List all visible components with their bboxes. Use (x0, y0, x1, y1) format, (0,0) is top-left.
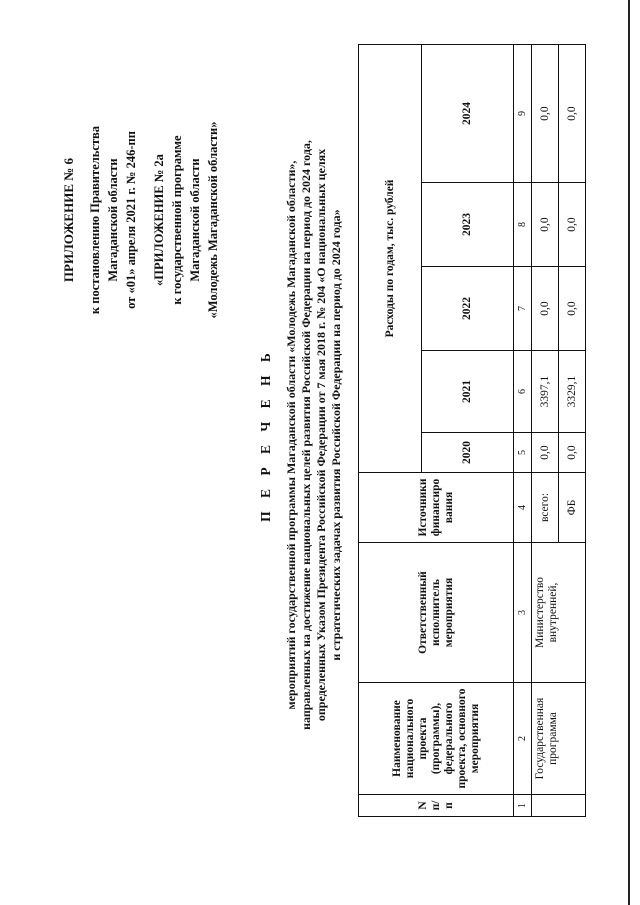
activities-table (358, 44, 586, 817)
appendix-block (60, 95, 222, 345)
appendix-line: «Молодежь Магаданской области» (206, 121, 220, 319)
row-value: 0,0 (532, 44, 559, 182)
header-year: 2020 (422, 433, 514, 473)
column-number: 6 (514, 351, 532, 433)
column-number: 3 (514, 543, 532, 683)
column-number: 1 (514, 795, 532, 817)
page-edge-line (628, 0, 630, 905)
document-heading: П Е Р Е Ч Е Н Ь (258, 348, 273, 522)
document-title (258, 45, 344, 825)
header-n: N п/п (359, 795, 514, 817)
appendix-line: к государственной программе (170, 135, 184, 305)
row-value: 0,0 (559, 267, 586, 351)
row-program-name: Государственная программа (532, 683, 586, 795)
header-name: Наименование национального проекта (программы), федерального проекта, основного мероприятия (359, 683, 514, 795)
document-subtitle-line: определенных Указом Президента Российской Федерации от 7 мая 2018 г. № 204 «О национальных целях (314, 148, 328, 722)
column-number: 4 (514, 473, 532, 543)
header-executor: Ответственный исполнитель мероприятия (359, 543, 514, 683)
row-value: 0,0 (559, 183, 586, 267)
row-value: 0,0 (559, 433, 586, 473)
row-executor: Министерство внутренней, (532, 543, 586, 683)
appendix-date-line: от «01» апреля 2021 г. № 246-пп (124, 131, 138, 309)
table-header-row (359, 44, 422, 816)
appendix-line: «ПРИЛОЖЕНИЕ № 2а (152, 154, 166, 286)
document-subtitle-line: мероприятий государственной программы Магаданской области «Молодежь Магаданской области», (284, 160, 298, 710)
column-numbers-row (514, 44, 532, 816)
column-number: 5 (514, 433, 532, 473)
row-value: 3329,1 (559, 351, 586, 433)
document-subtitle-line: направленных на достижение национальных целей развития Российской Федерации на период до 2024 года, (299, 140, 313, 730)
column-number: 7 (514, 267, 532, 351)
row-value: 0,0 (532, 183, 559, 267)
appendix-line: Магаданской области (188, 158, 202, 282)
appendix-line: Магаданской области (106, 158, 120, 282)
column-number: 2 (514, 683, 532, 795)
appendix-line: к постановлению Правительства (88, 125, 102, 315)
row-value: 0,0 (532, 433, 559, 473)
header-expenses: Расходы по годам, тыс. рублей (359, 44, 422, 472)
row-source: ФБ (559, 473, 586, 543)
header-year: 2024 (422, 44, 514, 182)
row-number (532, 795, 586, 817)
header-sources: Источники финансиро вания (359, 473, 514, 543)
appendix-title: ПРИЛОЖЕНИЕ № 6 (61, 157, 76, 283)
header-year: 2022 (422, 267, 514, 351)
header-year: 2023 (422, 183, 514, 267)
row-value: 3397,1 (532, 351, 559, 433)
row-value: 0,0 (532, 267, 559, 351)
column-number: 8 (514, 183, 532, 267)
row-value: 0,0 (559, 44, 586, 182)
row-source: всего: (532, 473, 559, 543)
table-row (532, 44, 559, 816)
column-number: 9 (514, 44, 532, 182)
document-subtitle-line: и стратегических задачах развития Российской Федерации на период до 2024 года» (329, 209, 343, 661)
header-year: 2021 (422, 351, 514, 433)
